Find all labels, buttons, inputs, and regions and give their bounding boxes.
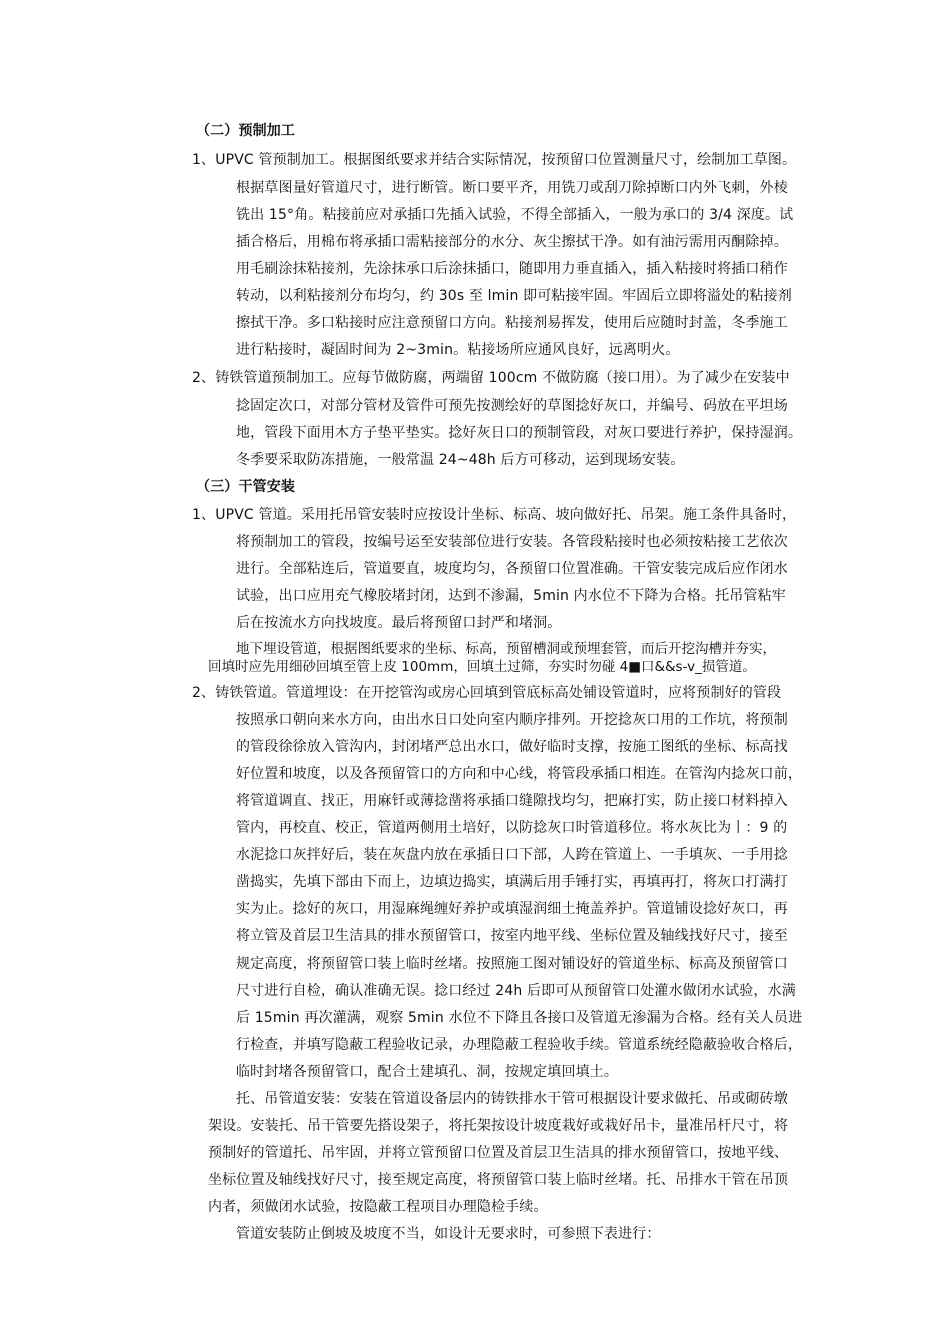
text-line: 试验，出口应用充气橡胶堵封闭，达到不渗漏，5min 内水位不下降为合格。托吊管粘牢: [236, 588, 786, 604]
text-line: 内者，须做闭水试验，按隐蔽工程项目办理隐检手续。: [208, 1199, 548, 1215]
text-line: 后在按流水方向找坡度。最后将预留口封严和堵洞。: [236, 615, 562, 631]
text-line: 地，管段下面用木方子垫平垫实。捻好灰日口的预制管段，对灰口要进行养护，保持湿润。: [236, 425, 802, 441]
text-line: 临时封堵各预留管口，配合土建填孔、洞，按规定填回填土。: [236, 1064, 619, 1080]
text-line: 凿捣实，先填下部由下而上，边填边捣实，填满后用手锤打实，再填再打，将灰口打满打: [236, 874, 788, 890]
text-line: 管内，再校直、校正，管道两侧用土培好，以防捻灰口时管道移位。将水灰比为丨：9 的: [236, 820, 788, 836]
text-line: 转动，以利粘接剂分布均匀，约 30s 至 lmin 即可粘接牢固。牢固后立即将溢处的粘接剂: [236, 288, 792, 304]
text-line: 架设。安装托、吊干管要先搭设架子，将托架按设计坡度栽好或栽好吊卡，量准吊杆尺寸，将: [208, 1118, 789, 1134]
text-line: 冬季要采取防冻措施，一般常温 24~48h 后方可移动，运到现场安装。: [236, 452, 685, 468]
text-line: 进行。全部粘连后，管道要直，坡度均匀，各预留口位置准确。干管安装完成后应作闭水: [236, 561, 788, 577]
text-line: 尺寸进行自检，确认准确无误。捻口经过 24h 后即可从预留管口处灌水做闭水试验，水满: [236, 983, 796, 999]
text-line: 行检查，并填写隐蔽工程验收记录，办理隐蔽工程验收手续。管道系统经隐蔽验收合格后，: [236, 1037, 802, 1053]
section-heading-main-pipe: （三）干管安装: [196, 479, 296, 495]
text-line: 插合格后，用棉布将承插口需粘接部分的水分、灰尘擦拭干净。如有油污需用丙酮除掉。: [236, 234, 788, 250]
text-line: 将预制加工的管段，按编号运至安装部位进行安装。各管段粘接时也必须按粘接工艺依次: [236, 534, 788, 550]
text-line: 1、UPVC 管预制加工。根据图纸要求并结合实际情况，按预留口位置测量尺寸，绘制加工草图。: [192, 152, 797, 168]
text-line: 将立管及首层卫生洁具的排水预留管口，按室内地平线、坐标位置及轴线找好尺寸，接至: [236, 928, 788, 944]
text-line: 2、铸铁管道预制加工。应每节做防腐，两端留 100cm 不做防腐（接口用）。为了减少在安装中: [192, 370, 790, 386]
text-line: 将管道调直、找正，用麻钎或薄捻凿将承插口缝隙找均匀，把麻打实，防止接口材料掉入: [236, 793, 788, 809]
text-line: 实为止。捻好的灰口，用湿麻绳缠好养护或填湿润细土掩盖养护。管道铺设捻好灰口，再: [236, 901, 788, 917]
text-line: 好位置和坡度，以及各预留管口的方向和中心线，将管段承插口相连。在管沟内捻灰口前，: [236, 766, 802, 782]
text-line: 根据草图量好管道尺寸，进行断管。断口要平齐，用铣刀或刮刀除掉断口内外飞刺，外棱: [236, 180, 788, 196]
text-line: 的管段徐徐放入管沟内，封闭堵严总出水口，做好临时支撑，按施工图纸的坐标、标高找: [236, 739, 788, 755]
text-line: 管道安装防止倒坡及坡度不当，如设计无要求时，可参照下表进行：: [236, 1226, 661, 1242]
text-line: 后 15min 再次灌满，观察 5min 水位不下降且各接口及管道无渗漏为合格。经有关人员进: [236, 1010, 803, 1026]
text-line: 规定高度，将预留管口装上临时丝堵。按照施工图对铺设好的管道坐标、标高及预留管口: [236, 956, 788, 972]
text-line: 1、UPVC 管道。采用托吊管安装时应按设计坐标、标高、坡向做好托、吊架。施工条件具备时，: [192, 507, 797, 523]
text-line: 进行粘接时，凝固时间为 2~3min。粘接场所应通风良好，远离明火。: [236, 342, 680, 358]
text-line: 捻固定次口，对部分管材及管件可预先按测绘好的草图捻好灰口，并编号、码放在平坦场: [236, 398, 788, 414]
text-line: 铣出 15°角。粘接前应对承插口先插入试验，不得全部插入，一般为承口的 3/4 深度。试: [236, 207, 794, 223]
text-line: 水泥捻口灰拌好后，装在灰盘内放在承插日口下部，人跨在管道上、一手填灰、一手用捻: [236, 847, 788, 863]
text-line: 2、铸铁管道。管道埋设：在开挖管沟或房心回填到管底标高处铺设管道时，应将预制好的管段: [192, 685, 782, 701]
text-line: 按照承口朝向来水方向，由出水日口处向室内顺序排列。开挖捻灰口用的工作坑，将预制: [236, 712, 788, 728]
text-line: 坐标位置及轴线找好尺寸，接至规定高度，将预留管口装上临时丝堵。托、吊排水干管在吊顶: [208, 1172, 789, 1188]
text-line: 用毛刷涂抹粘接剂，先涂抹承口后涂抹插口，随即用力垂直插入，插入粘接时将插口稍作: [236, 261, 788, 277]
text-line: 预制好的管道托、吊牢固，并将立管预留口位置及首层卫生洁具的排水预留管口，按地平线、: [208, 1145, 789, 1161]
text-line: 托、吊管道安装：安装在管道设备层内的铸铁排水干管可根据设计要求做托、吊或砌砖墩: [236, 1091, 788, 1107]
section-heading-prefab: （二）预制加工: [196, 123, 296, 139]
text-line: 地下埋设管道，根据图纸要求的坐标、标高，预留槽洞或预埋套管，而后开挖沟槽并夯实，: [236, 641, 776, 657]
text-line: 回填时应先用细砂回填至管上皮 100mm，回填土过筛，夯实时勿碰 4■口&&s-v_损管道。: [208, 659, 756, 675]
text-line: 擦拭干净。多口粘接时应注意预留口方向。粘接剂易挥发，使用后应随时封盖，冬季施工: [236, 315, 788, 331]
